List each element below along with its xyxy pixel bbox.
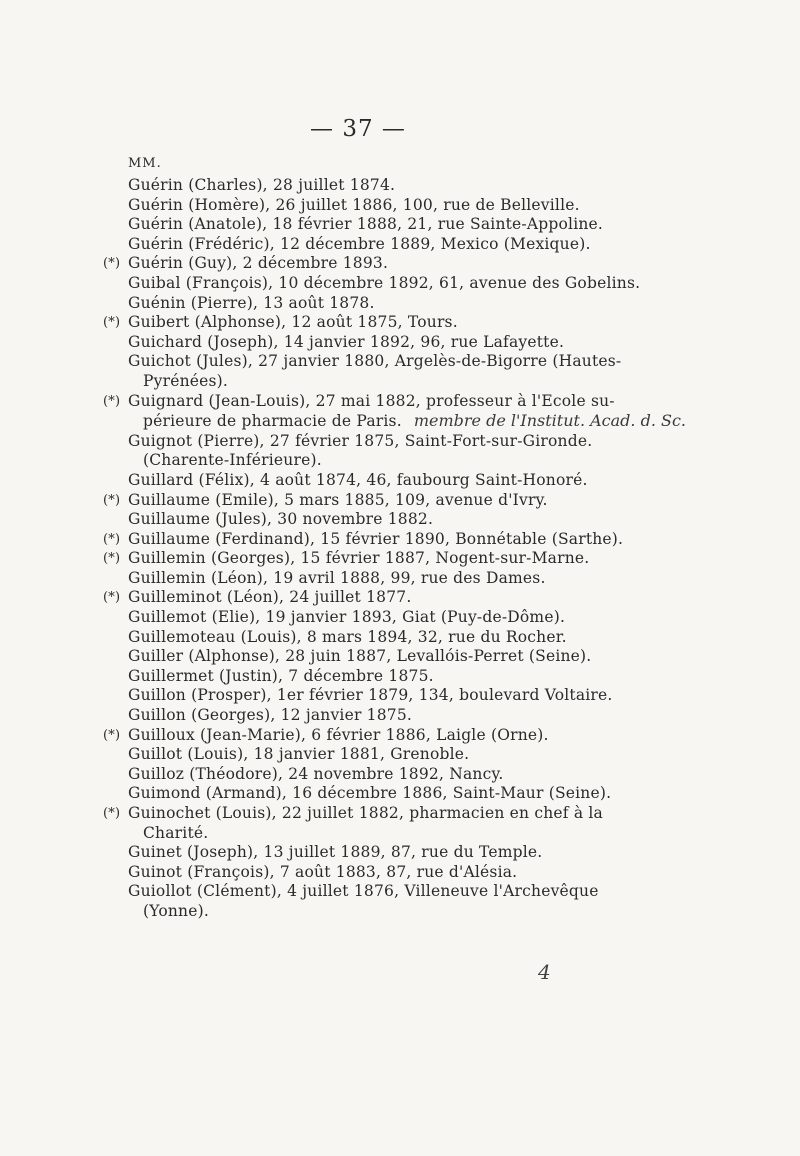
sheet-number: 4	[538, 960, 551, 984]
entry-line: Guillemoteau (Louis), 8 mars 1894, 32, rue du Rocher.	[128, 627, 567, 646]
list-item	[0, 215, 800, 235]
list-item	[0, 608, 800, 628]
list-item	[0, 392, 800, 432]
entry-line: Guillot (Louis), 18 janvier 1881, Grenoble.	[128, 745, 470, 764]
entry-line: Guilloux (Jean-Marie), 6 février 1886, Laigle (Orne).	[128, 725, 549, 744]
list-item	[0, 294, 800, 314]
list-item	[0, 667, 800, 687]
entry-line: Guérin (Guy), 2 décembre 1893.	[128, 254, 389, 273]
entry-continuation-line: Charité.	[143, 823, 209, 842]
entry-line: Guibert (Alphonse), 12 août 1875, Tours.	[128, 313, 458, 332]
handwritten-annotation: membre de l'Institut. Acad. d. Sc.	[413, 411, 687, 431]
entry-line: Guimond (Armand), 16 décembre 1886, Saint-Maur (Seine).	[128, 784, 612, 803]
entry-line: Guinet (Joseph), 13 juillet 1889, 87, rue du Temple.	[128, 843, 543, 862]
list-item	[0, 863, 800, 883]
deceased-marker: (*)	[103, 256, 121, 272]
list-item	[0, 686, 800, 706]
entry-line: Guiller (Alphonse), 28 juin 1887, Levallóis-Perret (Seine).	[128, 647, 592, 666]
entry-line: Guilleminot (Léon), 24 juillet 1877.	[128, 588, 412, 607]
list-item	[0, 352, 800, 391]
page-number: — 37 —	[310, 116, 406, 142]
deceased-marker: (*)	[103, 551, 121, 567]
list-item	[0, 569, 800, 589]
list-item	[0, 333, 800, 353]
list-item	[0, 432, 800, 471]
list-item	[0, 706, 800, 726]
entry-line: Guillaume (Jules), 30 novembre 1882.	[128, 510, 434, 529]
list-item	[0, 882, 800, 921]
deceased-marker: (*)	[103, 315, 121, 331]
entry-line: Guérin (Frédéric), 12 décembre 1889, Mexico (Mexique).	[128, 234, 591, 253]
list-item	[0, 530, 800, 550]
deceased-marker: (*)	[103, 727, 121, 743]
list-item	[0, 843, 800, 863]
entry-line: Guillermet (Justin), 7 décembre 1875.	[128, 666, 434, 685]
deceased-marker: (*)	[103, 806, 121, 821]
entry-continuation-line: périeure de pharmacie de Paris. membre de l'Institut. Acad. d. Sc.	[143, 411, 687, 431]
deceased-marker: (*)	[103, 590, 121, 606]
entry-continuation-line: Pyrénées).	[143, 371, 229, 390]
entry-line: Guillon (Georges), 12 janvier 1875.	[128, 706, 413, 725]
list-item	[0, 235, 800, 255]
deceased-marker: (*)	[103, 531, 121, 547]
entry-line: Guilloz (Théodore), 24 novembre 1892, Nancy.	[128, 764, 504, 783]
entry-line: Guérin (Charles), 28 juillet 1874.	[128, 176, 396, 194]
entry-line: Guillaume (Emile), 5 mars 1885, 109, avenue d'Ivry.	[128, 490, 548, 509]
entry-line: Guichot (Jules), 27 janvier 1880, Argelès-de-Bigorre (Hautes-	[128, 352, 622, 371]
entry-line: Guillon (Prosper), 1er février 1879, 134, boulevard Voltaire.	[128, 686, 613, 705]
list-item	[0, 784, 800, 804]
honorific-heading: MM.	[128, 156, 162, 171]
entry-line: Guignot (Pierre), 27 février 1875, Saint-Fort-sur-Gironde.	[128, 431, 593, 450]
list-item	[0, 176, 800, 196]
list-item	[0, 647, 800, 667]
list-item	[0, 549, 800, 569]
entry-line: Guillard (Félix), 4 août 1874, 46, faubourg Saint-Honoré.	[128, 470, 588, 489]
entry-line: Guérin (Homère), 26 juillet 1886, 100, rue de Belleville.	[128, 195, 580, 214]
entry-continuation-line: (Charente-Inférieure).	[143, 451, 322, 470]
deceased-marker: (*)	[103, 393, 121, 409]
deceased-marker: (*)	[103, 492, 121, 508]
list-item	[0, 471, 800, 491]
entry-line: Guillemot (Elie), 19 janvier 1893, Giat (Puy-de-Dôme).	[128, 608, 566, 627]
list-item	[0, 254, 800, 274]
entry-line: Guignard (Jean-Louis), 27 mai 1882, professeur à l'Ecole su-	[128, 391, 615, 410]
entry-continuation-line: (Yonne).	[143, 901, 209, 920]
list-item	[0, 628, 800, 648]
entry-line: Guiollot (Clément), 4 juillet 1876, Villeneuve l'Archevêque	[128, 882, 599, 901]
entry-line: Guibal (François), 10 décembre 1892, 61, avenue des Gobelins.	[128, 273, 641, 292]
list-item	[0, 726, 800, 746]
list-item	[0, 196, 800, 216]
list-item	[0, 313, 800, 333]
entry-line: Guillemin (Georges), 15 février 1887, Nogent-sur-Marne.	[128, 549, 590, 568]
entry-line: Guillemin (Léon), 19 avril 1888, 99, rue des Dames.	[128, 568, 546, 587]
entry-line: Guillaume (Ferdinand), 15 février 1890, Bonnétable (Sarthe).	[128, 529, 624, 548]
entry-line: Guichard (Joseph), 14 janvier 1892, 96, rue Lafayette.	[128, 332, 565, 351]
list-item	[0, 745, 800, 765]
list-item	[0, 765, 800, 785]
list-item	[0, 588, 800, 608]
entry-line: Guinochet (Louis), 22 juillet 1882, pharmacien en chef à la	[128, 804, 603, 822]
entry-line: Guérin (Anatole), 18 février 1888, 21, rue Sainte-Appoline.	[128, 215, 604, 234]
member-list	[0, 176, 800, 922]
entry-line: Guénin (Pierre), 13 août 1878.	[128, 293, 375, 312]
list-item	[0, 491, 800, 511]
entry-line: Guinot (François), 7 août 1883, 87, rue d'Alésia.	[128, 862, 518, 881]
list-item	[0, 510, 800, 530]
list-item	[0, 804, 800, 843]
list-item	[0, 274, 800, 294]
